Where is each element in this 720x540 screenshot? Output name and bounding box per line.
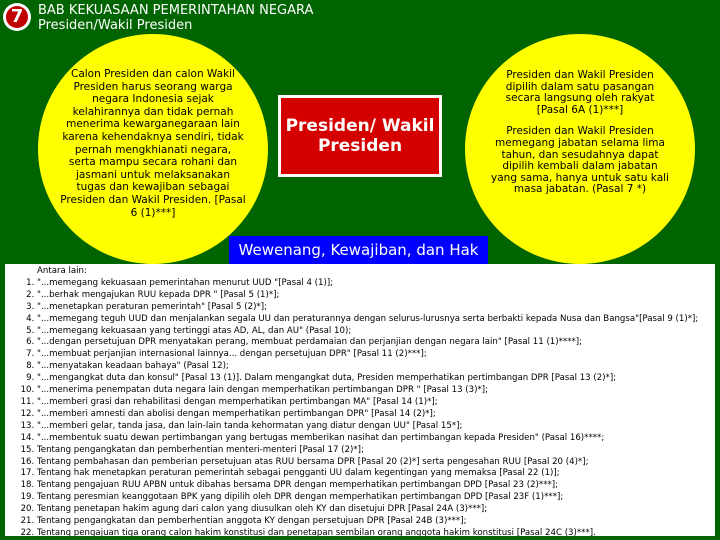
list-item: 9. "...mengangkat duta dan konsul" [Pasal 13 (1)]. Dalam mengangkat duta, Presiden memperhatikan pertimbangan DPR [Pasal 13 (2)*];: [37, 373, 711, 385]
list-item: 7. "...membuat perjanjian internasional lainnya... dengan persetujuan DPR" [Pasal 11 (2)***];: [37, 349, 711, 361]
list-item: 1. "...memegang kekuasaan pemerintahan menurut UUD "[Pasal 4 (1)];: [37, 278, 711, 290]
candidate-requirements-text: Calon Presiden dan calon Wakil Presiden harus seorang warga negara Indonesia sejak kelahirannya dan tidak pernah menerima kewarganegaraan lain karena kehendaknya sendiri, tidak pernah mengkhianati negara, serta mampu secara rohani dan jasmani untuk melaksanakan tugas dan kewajiban sebagai Presiden dan Wakil Presiden. [Pasal 6 (1)***]: [60, 68, 246, 219]
list-item: 14. "...membentuk suatu dewan pertimbangan yang bertugas memberikan nasihat dan pertimbangan kepada Presiden" (Pasal 16)****;: [37, 433, 711, 445]
list-item: 15. Tentang pengangkatan dan pemberhentian menteri-menteri [Pasal 17 (2)*];: [37, 445, 711, 457]
list-item: 11. "...memberi grasi dan rehabilitasi dengan memperhatikan pertimbangan MA" [Pasal 14 (1)*];: [37, 397, 711, 409]
chapter-title: BAB KEKUASAAN PEMERINTAHAN NEGARA: [38, 3, 314, 18]
list-item: 8. "...menyatakan keadaan bahaya" (Pasal 12);: [37, 361, 711, 373]
list-item: 3. "...menetapkan peraturan pemerintah" [Pasal 5 (2)*];: [37, 302, 711, 314]
list-item: 17. Tentang hak menetapkan peraturan pemerintah sebagai pengganti UU dalam kegentingan yang memaksa [Pasal 22 (1)];: [37, 468, 711, 480]
list-item: 4. "...memegang teguh UUD dan menjalankan segala UU dan peraturannya dengan selurus-lurusnya serta berbakti kepada Nusa dan Bangsa"[Pasal 9 (1)*];: [37, 314, 711, 326]
center-box-label: Presiden/ Wakil Presiden: [285, 116, 435, 156]
chapter-number-badge: [3, 3, 31, 31]
list-item: 21. Tentang pengangkatan dan pemberhentian anggota KY dengan persetujuan DPR [Pasal 24B (3)***];: [37, 516, 711, 528]
list-item: 19. Tentang peresmian keanggotaan BPK yang dipilih oleh DPR dengan memperhatikan pertimbangan DPD [Pasal 23F (1)***];: [37, 492, 711, 504]
term-paragraph: Presiden dan Wakil Presiden memegang jabatan selama lima tahun, dan sesudahnya dapat dipilih kembali dalam jabatan yang sama, hanya untuk satu kali masa jabatan. (Pasal 7 *): [491, 125, 669, 196]
list-item: 6. "...dengan persetujuan DPR menyatakan perang, membuat perdamaian dan perjanjian dengan negara lain" [Pasal 11 (1)****];: [37, 337, 711, 349]
list-item: 2. "...berhak mengajukan RUU kepada DPR " [Pasal 5 (1)*];: [37, 290, 711, 302]
authority-list: [9, 278, 711, 536]
list-item: 22. Tentang pengajuan tiga orang calon hakim konstitusi dan penetapan sembilan orang anggota hakim konstitusi [Pasal 24C (3)***].: [37, 528, 711, 536]
president-vice-president-box: [278, 95, 442, 177]
list-intro: Antara lain:: [37, 266, 87, 276]
chapter-subtitle: Presiden/Wakil Presiden: [38, 18, 193, 33]
chapter-number: 7: [6, 6, 28, 28]
list-item: 10. "...menerima penempatan duta negara lain dengan memperhatikan pertimbangan DPR " [Pasal 13 (3)*];: [37, 385, 711, 397]
authority-list-panel: [5, 264, 715, 536]
list-item: 5. "...memegang kekuasaan yang tertinggi atas AD, AL, dan AU" (Pasal 10);: [37, 326, 711, 338]
election-term-text: [490, 70, 670, 206]
list-item: 16. Tentang pembahasan dan pemberian persetujuan atas RUU bersama DPR [Pasal 20 (2)*] serta pengesahan RUU [Pasal 20 (4)*];: [37, 457, 711, 469]
list-item: 20. Tentang penetapan hakim agung dari calon yang diusulkan oleh KY dan disetujui DPR [Pasal 24A (3)***];: [37, 504, 711, 516]
section-label-authority: Wewenang, Kewajiban, dan Hak: [229, 236, 488, 264]
election-paragraph: Presiden dan Wakil Presiden dipilih dalam satu pasangan secara langsung oleh rakyat [Pasal 6A (1)***]: [505, 69, 655, 116]
list-item: 18. Tentang pengajuan RUU APBN untuk dibahas bersama DPR dengan memperhatikan pertimbangan DPD [Pasal 23 (2)***];: [37, 480, 711, 492]
list-item: 12. "...memberi amnesti dan abolisi dengan memperhatikan pertimbangan DPR" [Pasal 14 (2)*];: [37, 409, 711, 421]
list-item: 13. "...memberi gelar, tanda jasa, dan lain-lain tanda kehormatan yang diatur dengan UU" [Pasal 15*];: [37, 421, 711, 433]
